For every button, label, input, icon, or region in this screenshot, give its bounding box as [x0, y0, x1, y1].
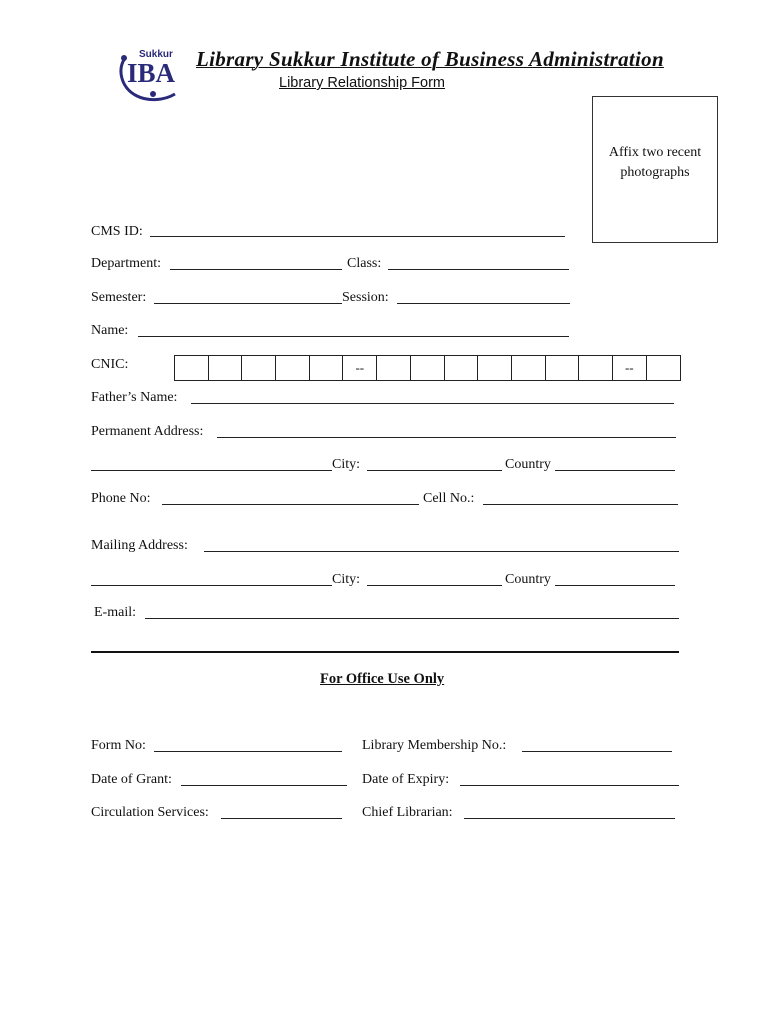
fathers-name-field[interactable]: [191, 403, 674, 404]
email-field[interactable]: [145, 618, 679, 619]
photo-box: [592, 96, 718, 243]
cell-no-label: Cell No.:: [423, 491, 475, 506]
library-membership-no-field[interactable]: [522, 751, 672, 752]
city-label-2: City:: [332, 572, 361, 587]
department-field[interactable]: [170, 269, 342, 270]
cnic-cell-10[interactable]: [512, 356, 546, 380]
class-field[interactable]: [388, 269, 569, 270]
city-field-1[interactable]: [367, 470, 502, 471]
chief-librarian-label: Chief Librarian:: [362, 805, 453, 820]
permanent-address-field[interactable]: [217, 437, 676, 438]
form-subtitle: Library Relationship Form: [279, 75, 446, 91]
cnic-cell-11[interactable]: [546, 356, 580, 380]
session-field[interactable]: [397, 303, 570, 304]
date-of-expiry-label: Date of Expiry:: [362, 772, 450, 787]
logo-top-text: Sukkur: [139, 49, 173, 60]
page-title: Library Sukkur Institute of Business Administration: [196, 47, 664, 71]
city-label-1: City:: [332, 457, 361, 472]
sukkur-iba-logo: [115, 44, 193, 104]
cnic-boxes[interactable]: [174, 355, 681, 381]
circulation-services-label: Circulation Services:: [91, 805, 209, 820]
date-of-grant-label: Date of Grant:: [91, 772, 172, 787]
cnic-cell-6[interactable]: [377, 356, 411, 380]
permanent-address-label: Permanent Address:: [91, 424, 204, 439]
mailing-address-field[interactable]: [204, 551, 679, 552]
mailing-address-line2-field[interactable]: [91, 585, 332, 586]
cnic-label: CNIC:: [91, 357, 129, 372]
phone-no-label: Phone No:: [91, 491, 151, 506]
cnic-cell-9[interactable]: [478, 356, 512, 380]
class-label: Class:: [347, 256, 382, 271]
cnic-cell-12[interactable]: [579, 356, 613, 380]
section-divider: [91, 651, 679, 653]
country-label-2: Country: [505, 572, 551, 587]
permanent-address-line2-field[interactable]: [91, 470, 332, 471]
cnic-cell-5[interactable]: [310, 356, 344, 380]
chief-librarian-field[interactable]: [464, 818, 675, 819]
semester-field[interactable]: [154, 303, 342, 304]
country-field-2[interactable]: [555, 585, 675, 586]
country-field-1[interactable]: [555, 470, 675, 471]
cms-id-label: CMS ID:: [91, 224, 143, 239]
library-membership-no-label: Library Membership No.:: [362, 738, 507, 753]
mailing-address-label: Mailing Address:: [91, 538, 188, 553]
session-label: Session:: [342, 290, 389, 305]
cnic-cell-7[interactable]: [411, 356, 445, 380]
fathers-name-label: Father’s Name:: [91, 390, 178, 405]
cnic-cell-13[interactable]: [647, 356, 681, 380]
city-field-2[interactable]: [367, 585, 502, 586]
photo-box-text-line2: photographs: [620, 165, 690, 180]
form-no-label: Form No:: [91, 738, 146, 753]
cms-id-field[interactable]: [150, 236, 565, 237]
photo-box-text-line1: Affix two recent: [608, 145, 702, 160]
semester-label: Semester:: [91, 290, 147, 305]
department-label: Department:: [91, 256, 161, 271]
country-label-1: Country: [505, 457, 551, 472]
logo-main-text: IBA: [127, 58, 176, 88]
cnic-separator-1: --: [343, 356, 377, 380]
name-field[interactable]: [138, 336, 569, 337]
cnic-cell-2[interactable]: [209, 356, 243, 380]
cnic-cell-1[interactable]: [175, 356, 209, 380]
date-of-grant-field[interactable]: [181, 785, 347, 786]
cnic-separator-2: --: [613, 356, 647, 380]
cnic-cell-3[interactable]: [242, 356, 276, 380]
cnic-cell-4[interactable]: [276, 356, 310, 380]
form-no-field[interactable]: [154, 751, 342, 752]
office-use-title: For Office Use Only: [320, 671, 445, 687]
phone-no-field[interactable]: [162, 504, 419, 505]
name-label: Name:: [91, 323, 129, 338]
cnic-cell-8[interactable]: [445, 356, 479, 380]
circulation-services-field[interactable]: [221, 818, 342, 819]
email-label: E-mail:: [94, 605, 136, 620]
date-of-expiry-field[interactable]: [460, 785, 679, 786]
cell-no-field[interactable]: [483, 504, 678, 505]
